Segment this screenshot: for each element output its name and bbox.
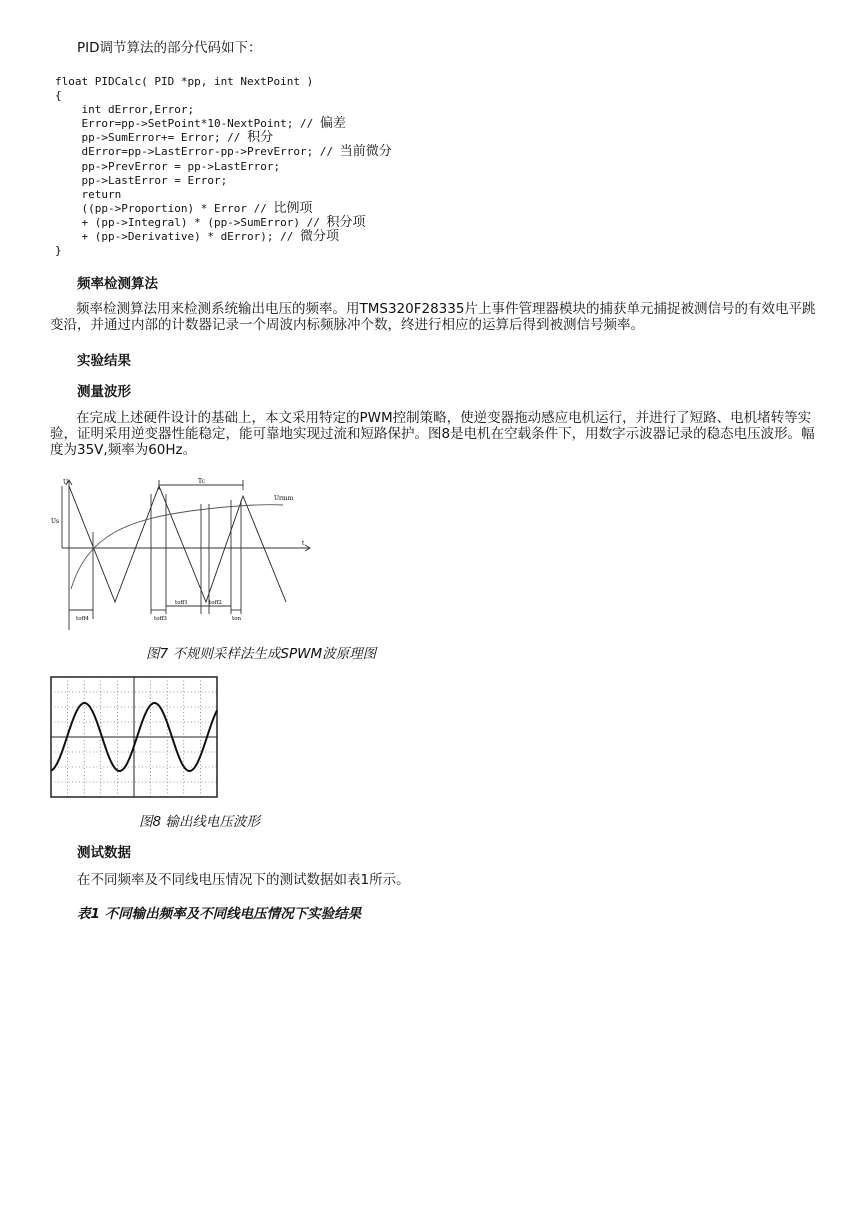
urm-label: Urmm: [274, 495, 294, 502]
code-comment: 偏差: [319, 116, 346, 132]
code-comment: 积分项: [326, 214, 366, 230]
intro-text: PID调节算法的部分代码如下：: [77, 40, 262, 56]
code-text: ((pp->Proportion) * Error //: [55, 201, 274, 215]
paragraph-test-data: 在不同频率及不同线电压情况下的测试数据如表1所示。: [77, 872, 410, 888]
tc-label: Tc: [198, 478, 205, 485]
code-text: pp->PrevError = pp->LastError;: [55, 159, 281, 173]
us-label: Us: [51, 518, 60, 525]
code-text: + (pp->Integral) * (pp->SumError) //: [55, 215, 327, 229]
code-line: [55, 230, 392, 244]
paragraph-waveform: 在完成上述硬件设计的基础上，本文采用特定的PWM控制策略，使逆变器拖动感应电机运行，并进行了短路、电机堵转等实验，证明采用逆变器性能稳定，能可靠地实现过流和短路保护。图8是电机在空载条件下，用数字示波器记录的稳态电压波形。幅度为35V,频率为60Hz。: [50, 410, 815, 458]
code-line: [55, 216, 392, 230]
code-line: [55, 145, 392, 159]
paragraph-frequency: 频率检测算法用来检测系统输出电压的频率。用TMS320F28335片上事件管理器模块的捕获单元捕捉被测信号的有效电平跳变沿，并通过内部的计数器记录一个周波内标频脉冲个数，终进行相应的运算后得到被测信号频率。: [50, 301, 816, 333]
figure8-caption: 图8 输出线电压波形: [139, 814, 260, 830]
code-text: }: [55, 244, 62, 258]
code-line: [55, 160, 392, 174]
code-line: [55, 117, 392, 131]
section-title-test-data: 测试数据: [77, 845, 131, 861]
code-text: pp->SumError+= Error; //: [55, 131, 248, 145]
section-title-waveform: 测量波形: [77, 384, 131, 400]
code-comment: 当前微分: [339, 144, 392, 160]
figure8-oscilloscope: [50, 676, 218, 798]
ton-label: ton: [232, 616, 242, 622]
toff3-label: toff3: [154, 616, 167, 622]
figure7-spwm-diagram: [48, 474, 328, 634]
toff2-label: toff2: [209, 600, 222, 606]
code-comment: 积分: [247, 130, 274, 146]
figure7-caption: 图7 不规则采样法生成SPWM波原理图: [146, 646, 377, 662]
code-text: Error=pp->SetPoint*10-NextPoint; //: [55, 117, 320, 131]
section-title-frequency: 频率检测算法: [77, 276, 158, 292]
section-title-results: 实验结果: [77, 353, 131, 369]
code-line: [55, 244, 392, 258]
code-text: dError=pp->LastError-pp->PrevError; //: [55, 145, 340, 159]
u-axis-label: U: [63, 479, 69, 486]
toff4-label: toff4: [76, 616, 89, 622]
code-text: pp->LastError = Error;: [55, 173, 228, 187]
code-line: [55, 174, 392, 188]
code-line: [55, 75, 392, 89]
code-comment: 微分项: [300, 229, 340, 245]
code-line: [55, 188, 392, 202]
toff1-label: toff1: [175, 600, 188, 606]
code-text: {: [55, 89, 62, 103]
code-text: float PIDCalc( PID *pp, int NextPoint ): [55, 75, 314, 88]
table1-caption: 表1 不同输出频率及不同线电压情况下实验结果: [77, 906, 362, 922]
triangle-carrier: [69, 486, 286, 602]
code-text: int dError,Error;: [55, 103, 195, 117]
code-line: [55, 202, 392, 216]
code-line: [55, 89, 392, 103]
code-comment: 比例项: [273, 200, 313, 216]
t-axis-label: t: [302, 540, 305, 547]
code-text: return: [55, 187, 122, 201]
code-text: + (pp->Derivative) * dError); //: [55, 230, 301, 244]
code-block: [55, 75, 392, 258]
